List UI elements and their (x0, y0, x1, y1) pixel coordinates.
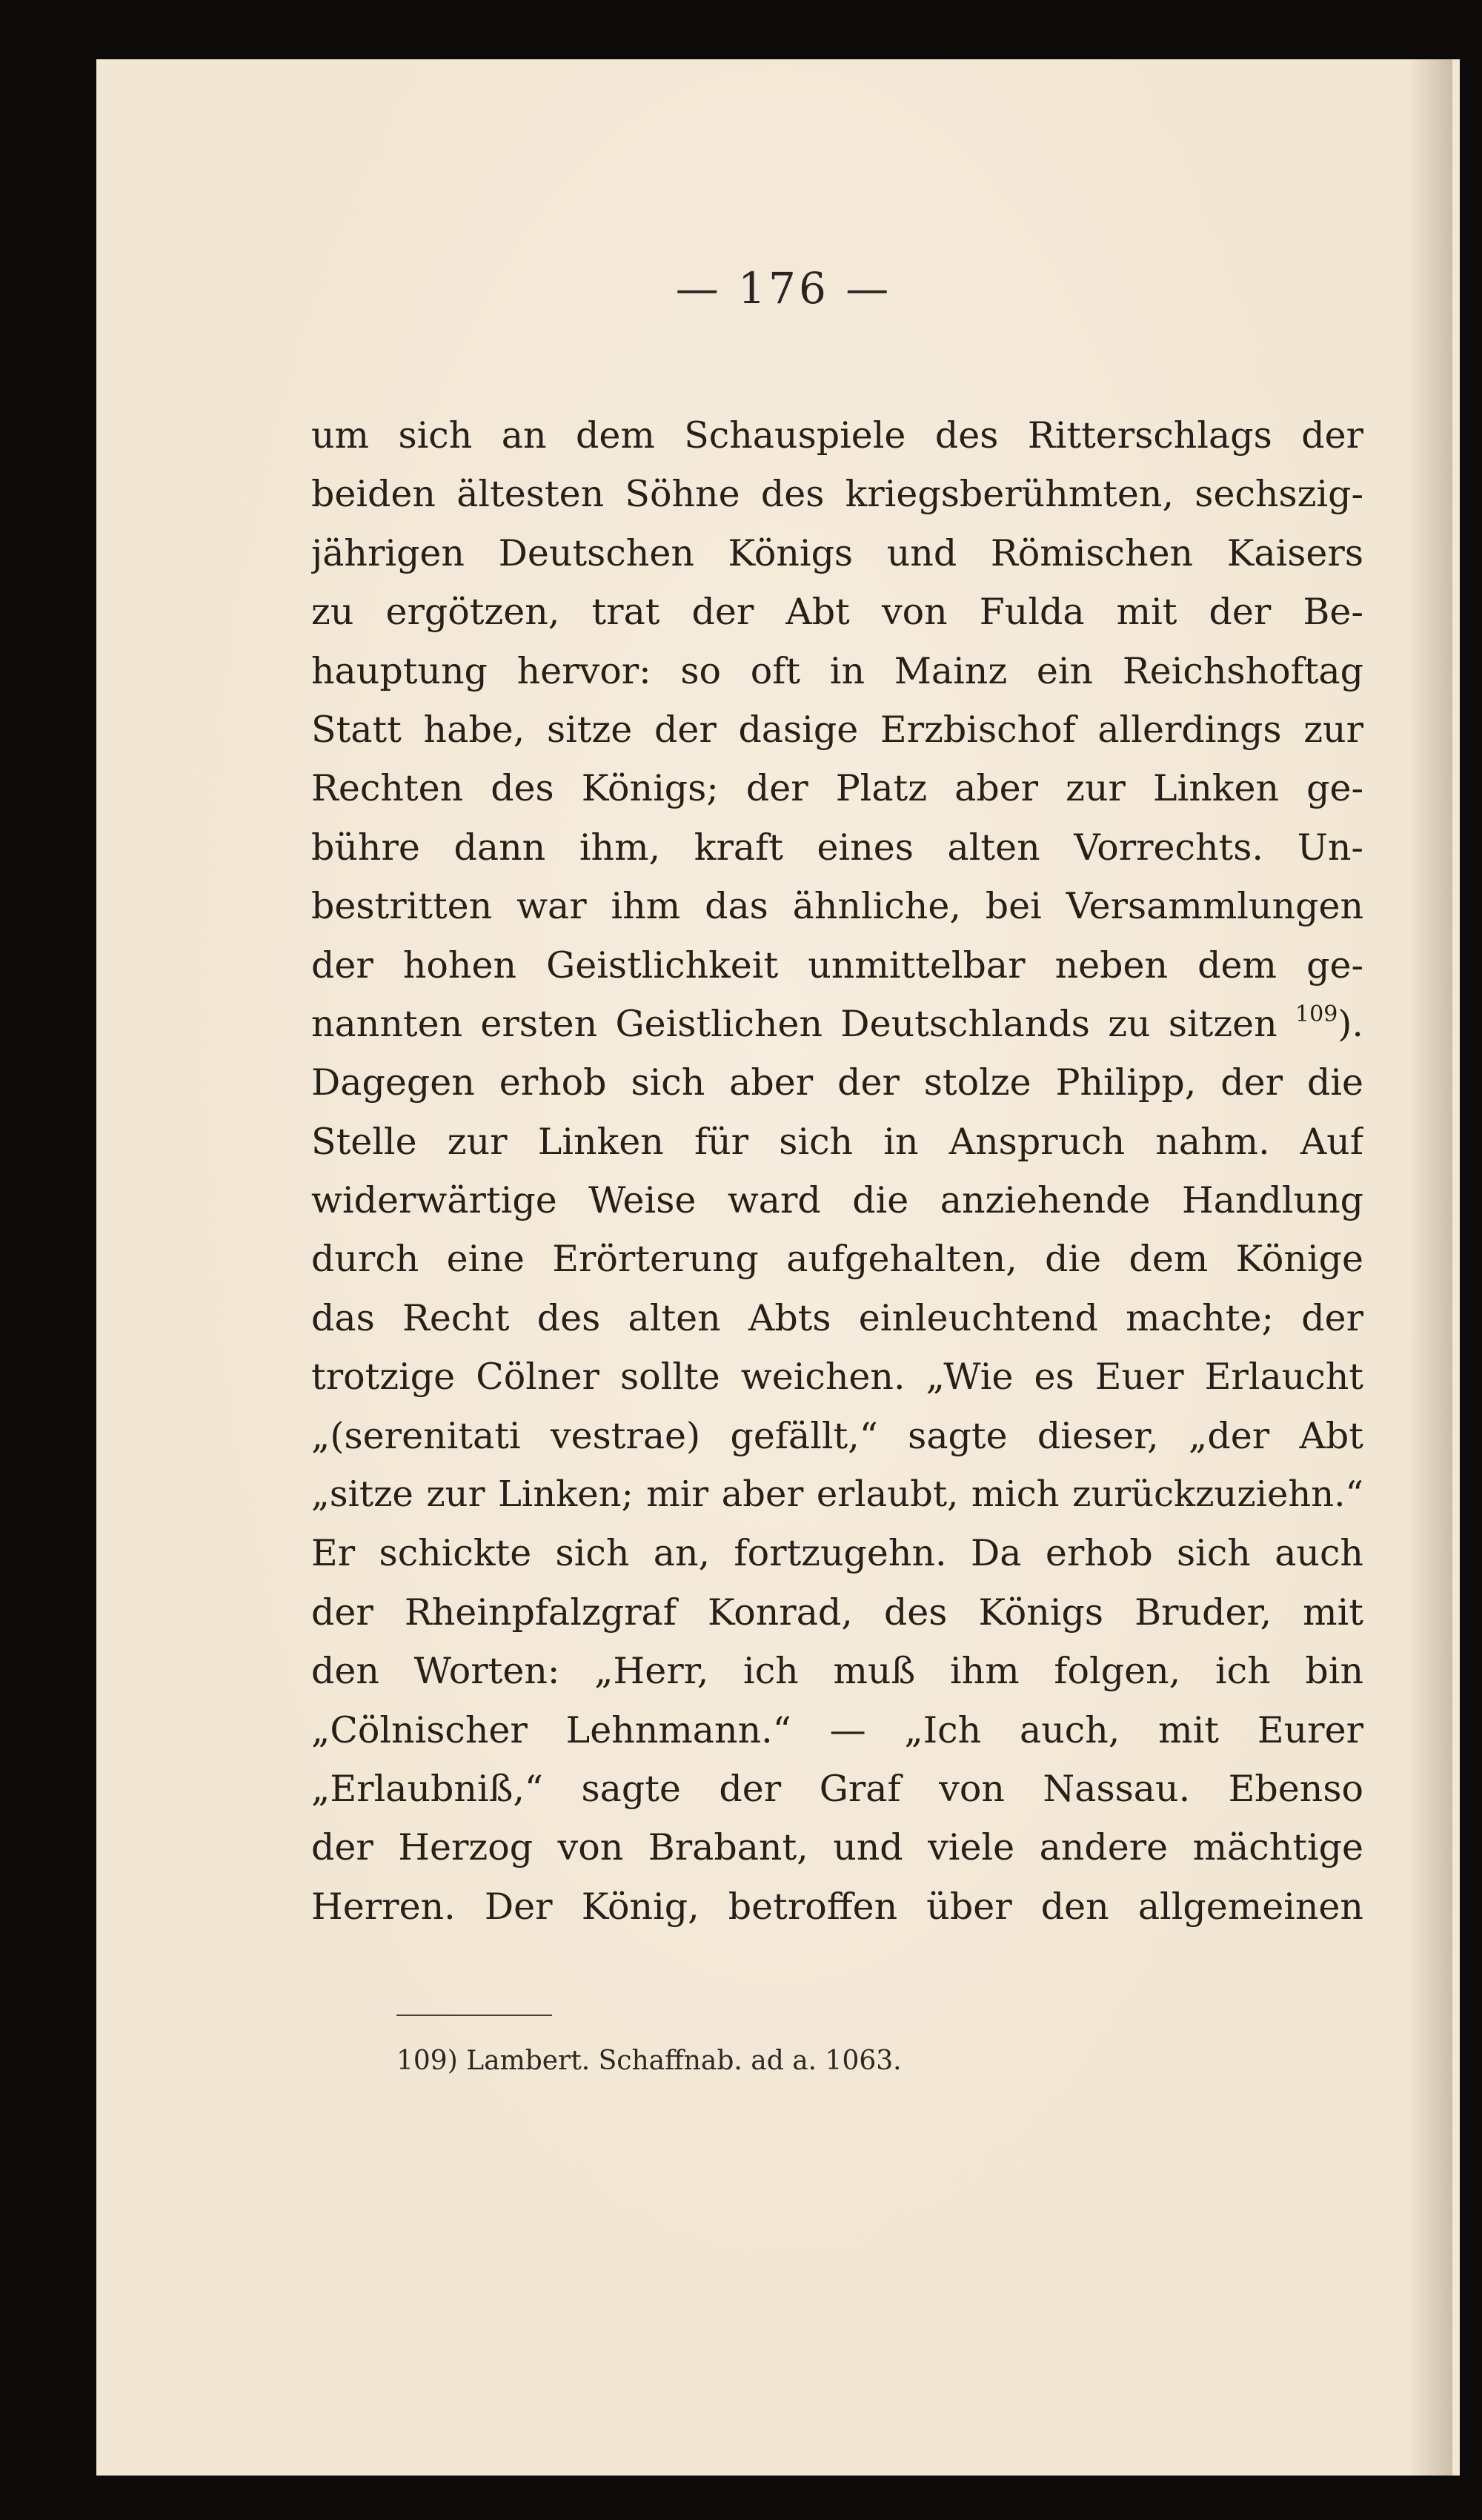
page-edge-shadow (1408, 59, 1452, 2476)
text-line: „Erlaubniß,“ sagte der Graf von Nassau. Ebenso (311, 1767, 1363, 1810)
text-line-with-footnote (311, 995, 1363, 1053)
text-line: Dagegen erhob sich aber der stolze Philipp, der die (311, 1061, 1363, 1104)
footnote-reference: 109 (1295, 1001, 1338, 1027)
text-line: bühre dann ihm, kraft eines alten Vorrechts. Un- (311, 826, 1363, 869)
text-line: das Recht des alten Abts einleuchtend machte; der (311, 1296, 1363, 1339)
text-line: hauptung hervor: so oft in Mainz ein Reichshoftag (311, 649, 1363, 692)
text-line: bestritten war ihm das ähnliche, bei Versammlungen (311, 885, 1363, 928)
page-number: — 176 — (675, 263, 892, 314)
footnote-divider (396, 2015, 552, 2016)
text-line: um sich an dem Schauspiele des Ritterschlags der (311, 414, 1363, 457)
text-line: „sitze zur Linken; mir aber erlaubt, mich zurückzuziehn.“ (311, 1473, 1363, 1516)
text-line: trotzige Cölner sollte weichen. „Wie es Euer Erlaucht (311, 1356, 1363, 1399)
text-line: „(serenitati vestrae) gefällt,“ sagte dieser, „der Abt (311, 1414, 1363, 1457)
text-line: der Herzog von Brabant, und viele andere mächtige (311, 1826, 1363, 1869)
text-line: Statt habe, sitze der dasige Erzbischof allerdings zur (311, 708, 1363, 751)
footnote: 109) Lambert. Schaffnab. ad a. 1063. (396, 2046, 902, 2076)
text-line: jährigen Deutschen Königs und Römischen Kaisers (311, 531, 1363, 574)
text-line-content: nannten ersten Geistlichen Deutschlands zu sitzen (311, 1002, 1277, 1045)
text-line: der hohen Geistlichkeit unmittelbar neben dem ge- (311, 944, 1363, 987)
text-line: der Rheinpfalzgraf Konrad, des Königs Bruder, mit (311, 1591, 1363, 1634)
text-line: Herren. Der König, betroffen über den allgemeinen (311, 1885, 1363, 1928)
footnote-reference-tail: ). (1338, 1002, 1363, 1045)
text-line: beiden ältesten Söhne des kriegsberühmten, sechszig- (311, 473, 1363, 516)
text-line: Stelle zur Linken für sich in Anspruch nahm. Auf (311, 1120, 1363, 1163)
text-line: durch eine Erörterung aufgehalten, die dem Könige (311, 1238, 1363, 1281)
text-line: zu ergötzen, trat der Abt von Fulda mit der Be- (311, 591, 1363, 634)
text-line: widerwärtige Weise ward die anziehende Handlung (311, 1179, 1363, 1222)
text-line: Er schickte sich an, fortzugehn. Da erhob sich auch (311, 1532, 1363, 1575)
body-text (311, 406, 1363, 1936)
text-line: „Cölnischer Lehnmann.“ — „Ich auch, mit Eurer (311, 1708, 1363, 1751)
text-line: den Worten: „Herr, ich muß ihm folgen, ich bin (311, 1650, 1363, 1693)
text-line: Rechten des Königs; der Platz aber zur Linken ge- (311, 767, 1363, 810)
